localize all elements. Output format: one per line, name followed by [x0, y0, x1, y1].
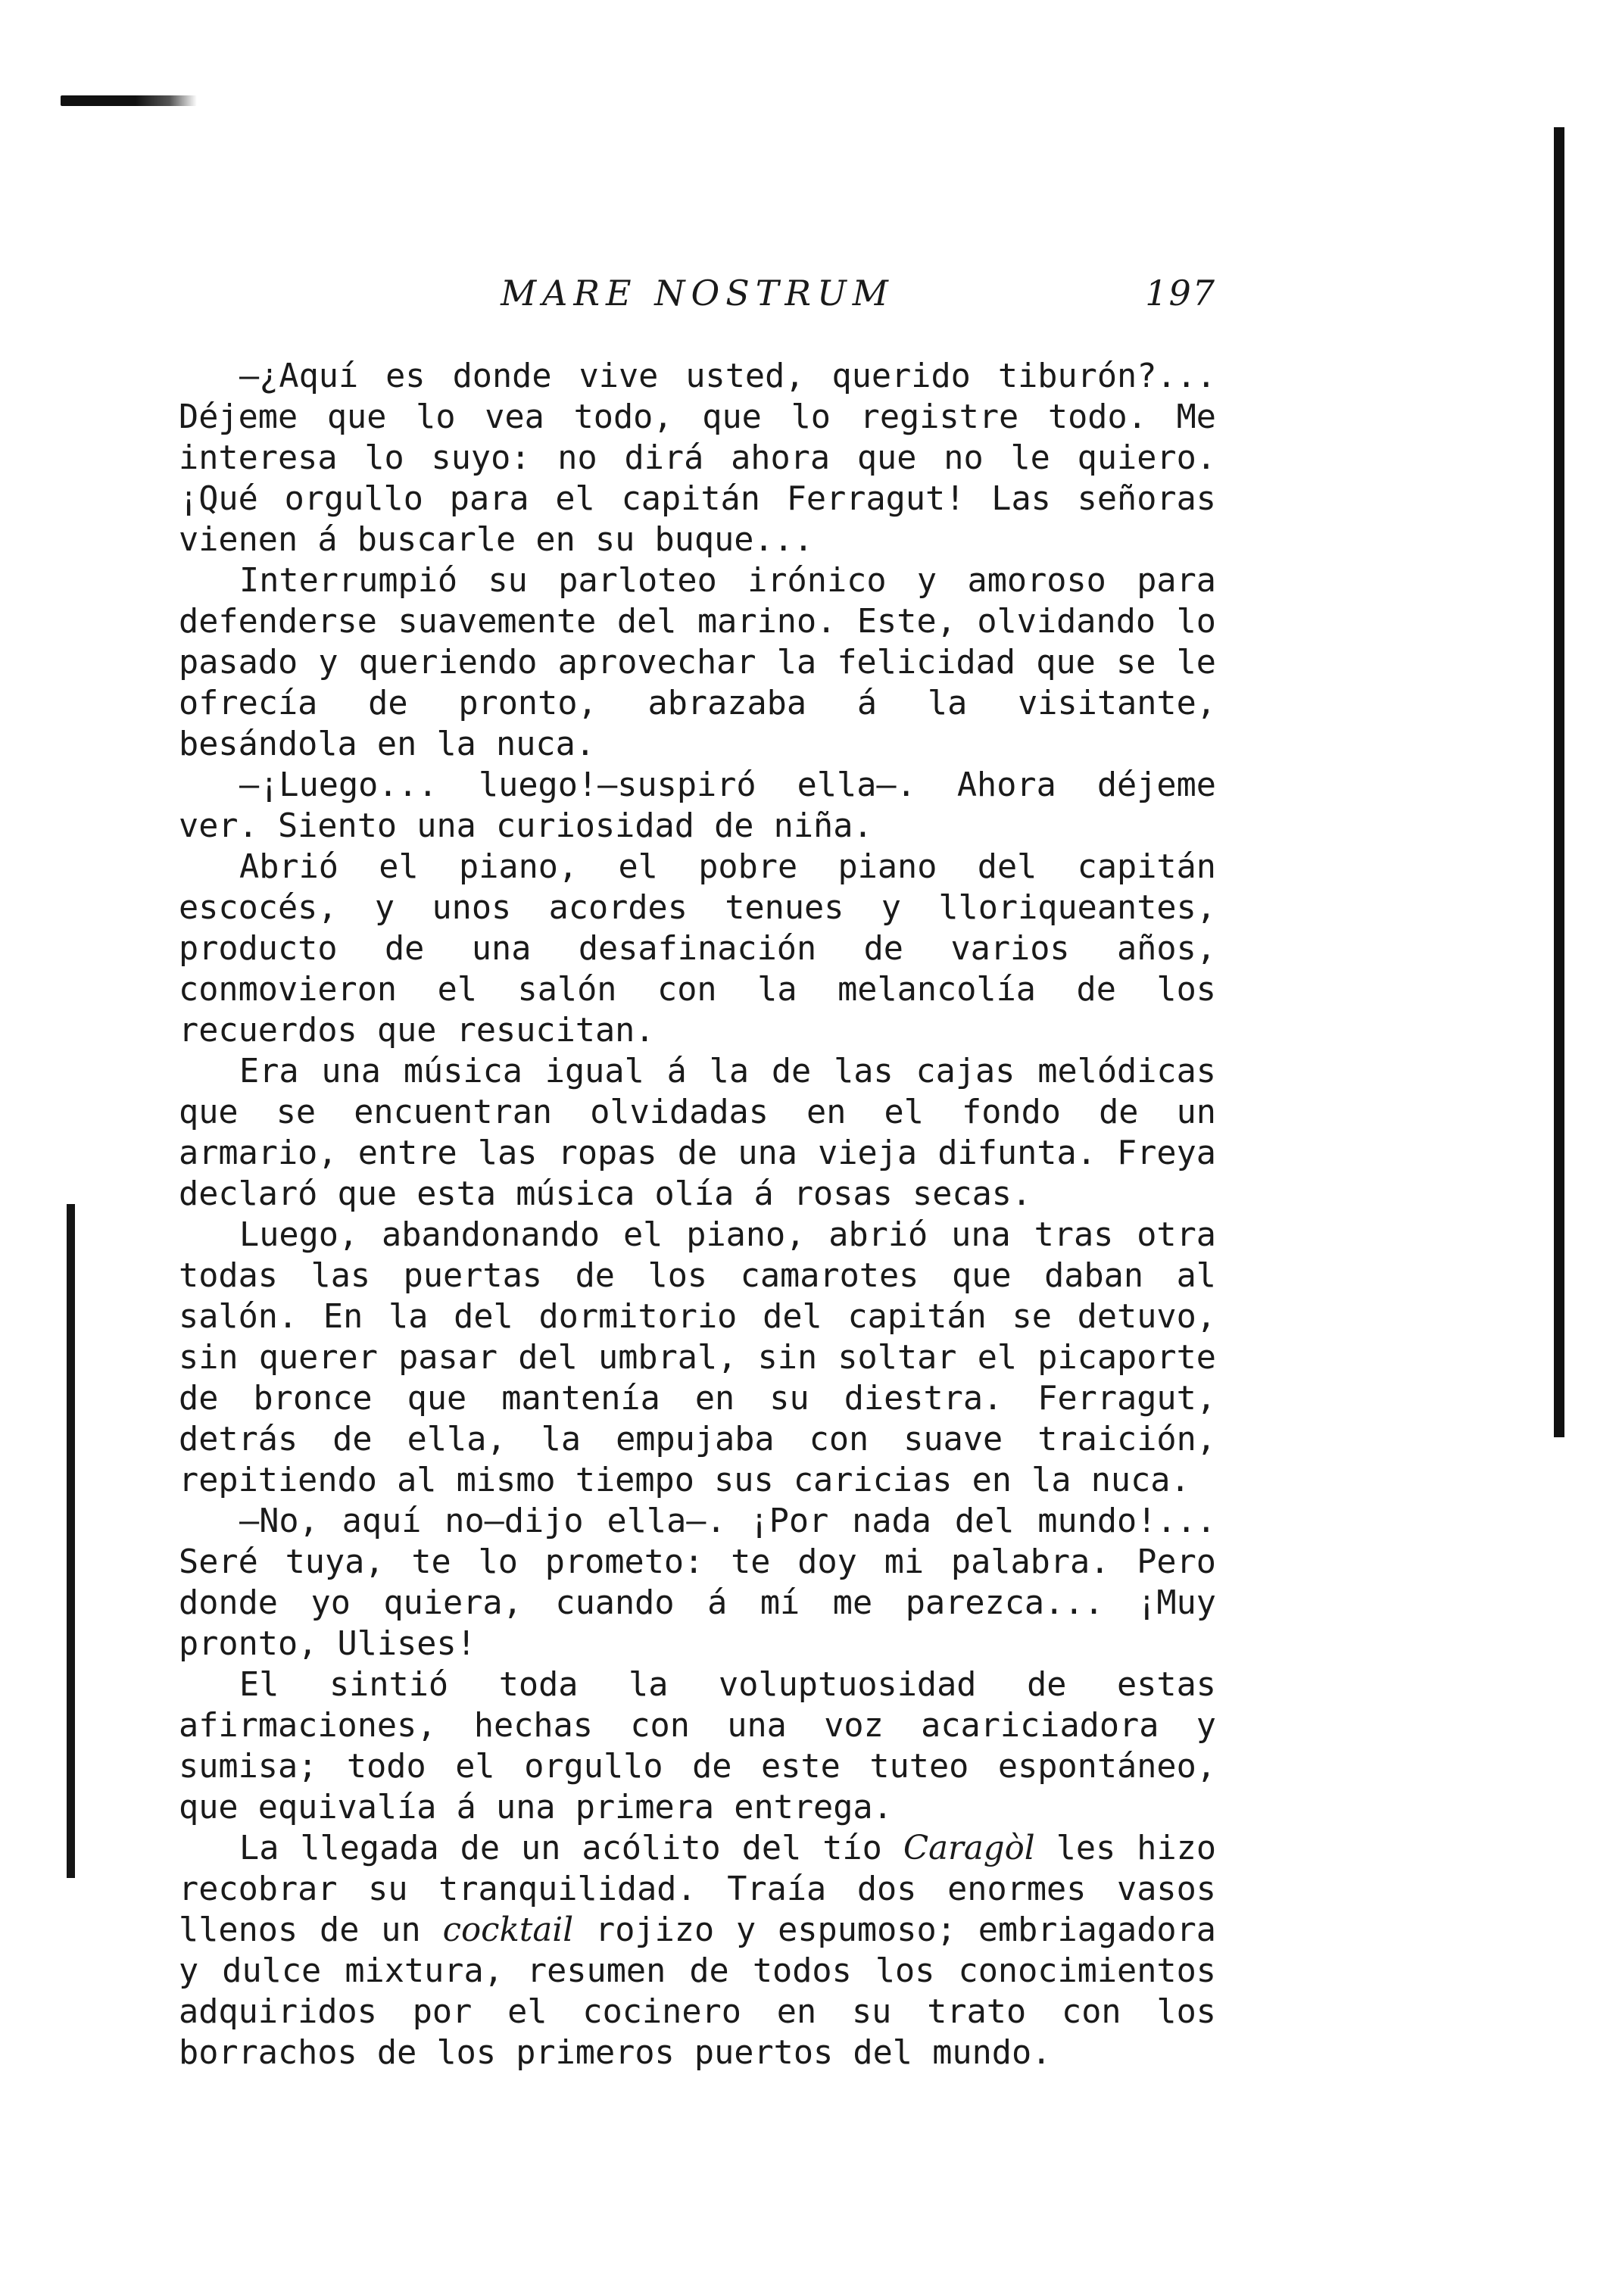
scan-edge-bar-right	[1554, 127, 1564, 1437]
page-number: 197	[1145, 273, 1216, 314]
paragraph: —No, aquí no—dijo ella—. ¡Por nada del mundo!... Seré tuya, te lo prometo: te doy mi palabra. Pero donde yo quiera, cuando á mí me parezca... ¡Muy pronto, Ulises!	[179, 1502, 1216, 1663]
body-text	[179, 356, 1216, 2073]
paragraph-text-segment: les hizo recobrar su tranquilidad. Traía dos enormes vasos llenos de un	[179, 1830, 1217, 1949]
scan-edge-bar-left	[67, 1204, 75, 1878]
paragraph: Era una música igual á la de las cajas melódicas que se encuentran olvidadas en el fondo de un armario, entre las ropas de una vieja difunta. Freya declaró que esta música olía á rosas secas.	[179, 1053, 1216, 1213]
paragraph-text-segment: La llegada de un acólito del tío	[239, 1830, 903, 1867]
paragraph-text-segment: rojizo y espumoso; embriagadora y dulce mixtura, resumen de todos los conocimientos adquiridos por el cocinero en su trato con los borrachos de los primeros puertos del mundo.	[179, 1911, 1216, 2072]
book-page	[179, 273, 1216, 2073]
paragraph: El sintió toda la voluptuosidad de estas afirmaciones, hechas con una voz acariciadora y sumisa; todo el orgullo de este tuteo espontáneo, que equivalía á una primera entrega.	[179, 1666, 1216, 1827]
paragraph: —¡Luego... luego!—suspiró ella—. Ahora déjeme ver. Siento una curiosidad de niña.	[179, 766, 1216, 845]
italic-word-cocktail: cocktail	[442, 1911, 574, 1949]
paragraph: Interrumpió su parloteo irónico y amoroso para defenderse suavemente del marino. Este, olvidando lo pasado y queriendo aprovechar la felicidad que se le ofrecía de pronto, abrazaba á la visitante, besándola en la nuca.	[179, 562, 1216, 763]
scan-edge-mark-top	[61, 95, 197, 106]
italic-name-caragol: Caragòl	[903, 1830, 1035, 1867]
paragraph: —¿Aquí es donde vive usted, querido tiburón?... Déjeme que lo vea todo, que lo registre todo. Me interesa lo suyo: no dirá ahora que no le quiero. ¡Qué orgullo para el capitán Ferragut! Las señoras vienen á buscarle en su buque...	[179, 357, 1216, 559]
paragraph: Abrió el piano, el pobre piano del capitán escocés, y unos acordes tenues y lloriqueantes, producto de una desafinación de varios años, conmovieron el salón con la melancolía de los recuerdos que resucitan.	[179, 848, 1216, 1050]
paragraph: Luego, abandonando el piano, abrió una tras otra todas las puertas de los camarotes que daban al salón. En la del dormitorio del capitán se detuvo, sin querer pasar del umbral, sin soltar el picaporte de bronce que mantenía en su diestra. Ferragut, detrás de ella, la empujaba con suave traición, repitiendo al mismo tiempo sus caricias en la nuca.	[179, 1216, 1216, 1499]
running-head	[179, 273, 1216, 326]
running-title: MARE NOSTRUM	[501, 273, 894, 314]
paragraph-last	[179, 1828, 1216, 2073]
